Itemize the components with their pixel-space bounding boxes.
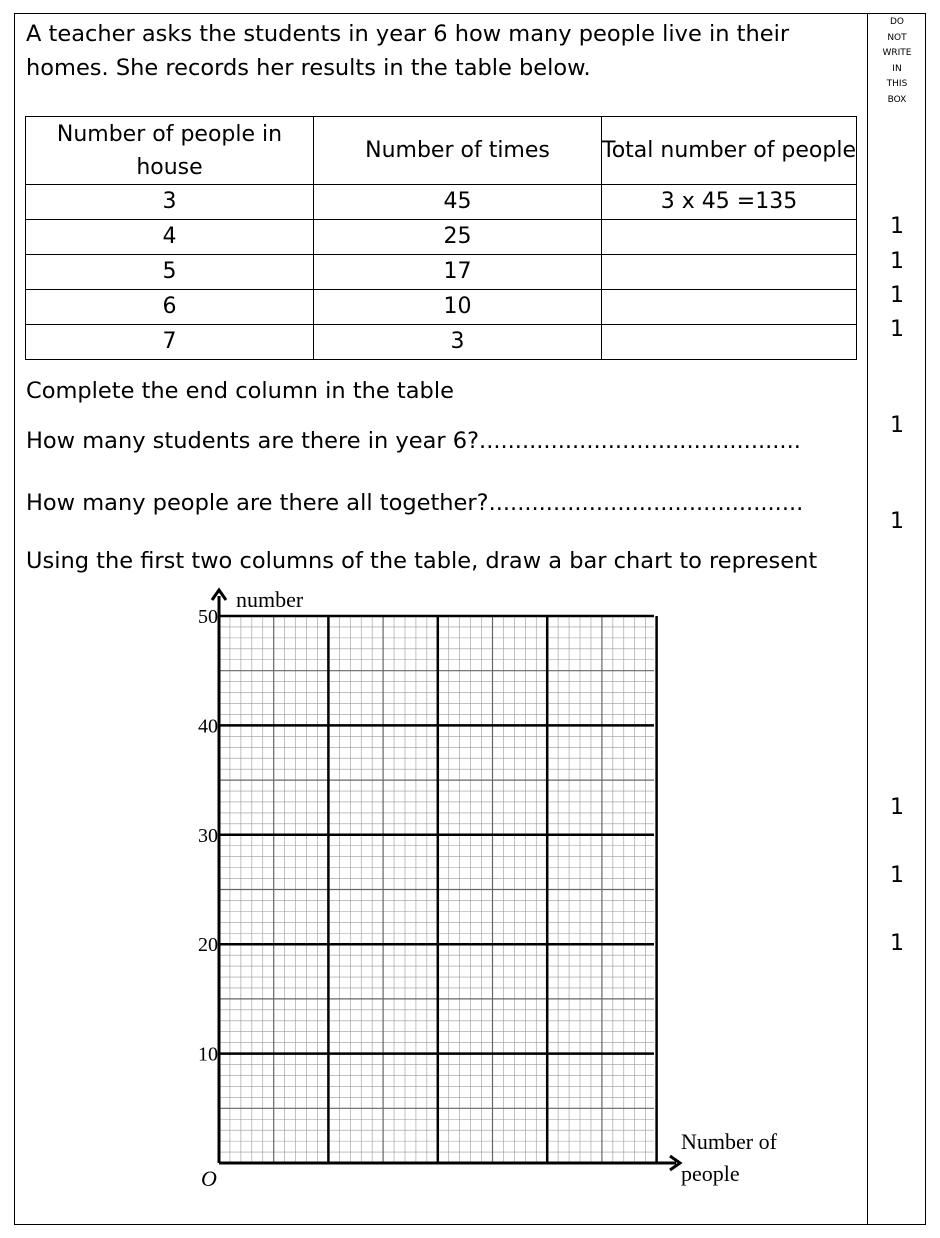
mark-value: 1 xyxy=(890,283,904,308)
mark-value: 1 xyxy=(890,317,904,342)
header-total-people: Total number of people xyxy=(602,117,857,185)
mark-value: 1 xyxy=(890,795,904,820)
cell-times: 10 xyxy=(314,290,602,325)
cell-times: 17 xyxy=(314,255,602,290)
origin-label: O xyxy=(201,1166,217,1191)
barchart-instruction: Using the first two columns of the table, draw a bar chart to represent xyxy=(26,548,818,574)
mark-value: 1 xyxy=(890,509,904,534)
y-tick-label: 40 xyxy=(198,715,218,738)
cell-times: 45 xyxy=(314,185,602,220)
margin-header-line: DO xyxy=(889,17,904,27)
y-tick-label: 20 xyxy=(198,934,218,957)
y-tick-label: 10 xyxy=(198,1043,218,1066)
margin-header-line: NOT xyxy=(887,32,907,43)
mark-value: 1 xyxy=(890,863,904,888)
cell-people: 5 xyxy=(26,255,314,290)
x-axis-label-line-1: Number of xyxy=(681,1129,777,1154)
margin-header-line: BOX xyxy=(887,94,907,105)
complete-table-instruction: Complete the end column in the table xyxy=(26,378,454,404)
mark-value: 1 xyxy=(890,931,904,956)
intro-line-1: A teacher asks the students in year 6 how many people live in their xyxy=(26,21,790,47)
mark-value: 1 xyxy=(890,249,904,274)
cell-people: 4 xyxy=(26,220,314,255)
intro-line-2: homes. She records her results in the table below. xyxy=(26,55,591,81)
x-axis-label-line-2: people xyxy=(681,1161,740,1186)
cell-total: 3 x 45 =135 xyxy=(602,185,857,220)
cell-people: 6 xyxy=(26,290,314,325)
cell-times: 25 xyxy=(314,220,602,255)
cell-people: 3 xyxy=(26,185,314,220)
mark-value: 1 xyxy=(890,214,904,239)
cell-people: 7 xyxy=(26,325,314,360)
header-number-of-times: Number of times xyxy=(314,117,602,185)
margin-header-line: WRITE xyxy=(882,48,912,58)
header-people-in-house: Number of people in house xyxy=(26,117,314,185)
cell-times: 3 xyxy=(314,325,602,360)
students-question[interactable]: How many students are there in year 6?............................................. xyxy=(26,428,801,454)
y-tick-label: 50 xyxy=(198,606,218,628)
people-question[interactable]: How many people are there all together?............................................ xyxy=(26,490,804,516)
margin-header-line: THIS xyxy=(886,79,908,89)
y-tick-labels xyxy=(198,606,218,1066)
margin-header-line: IN xyxy=(892,63,902,74)
y-tick-label: 30 xyxy=(198,824,218,847)
chart-axes xyxy=(212,590,680,1170)
mark-value: 1 xyxy=(890,413,904,438)
grid-mid-lines xyxy=(219,616,654,1163)
y-axis-label: number xyxy=(236,587,304,612)
